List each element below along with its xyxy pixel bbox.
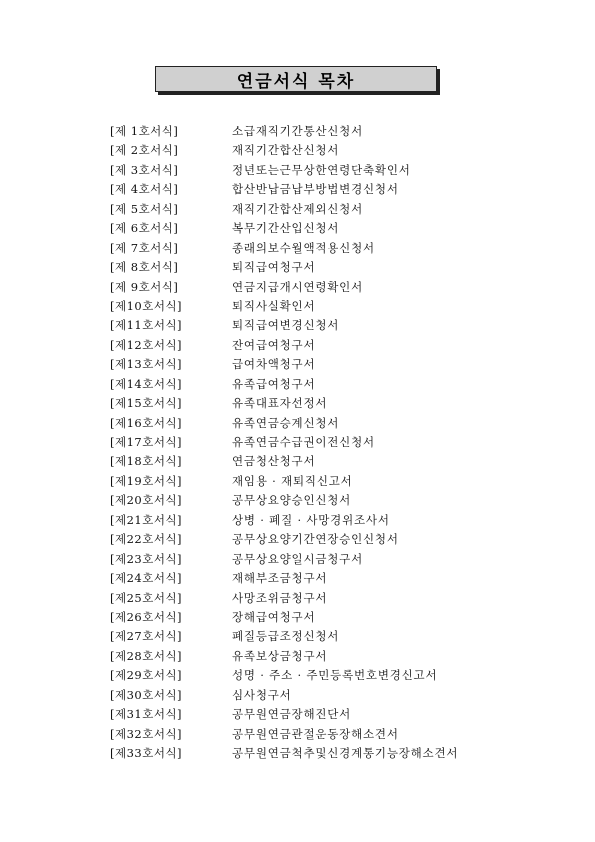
form-code: [제19호서식]	[110, 473, 183, 488]
form-code: [제11호서식]	[110, 318, 183, 333]
form-code: [제26호서식]	[110, 609, 183, 624]
form-title: 재임용 · 재퇴직신고서	[232, 473, 353, 488]
form-code: [제 4호서식]	[110, 182, 179, 197]
form-code: [제27호서식]	[110, 629, 183, 644]
toc-row	[110, 627, 530, 646]
form-title: 재직기간합산제외신청서	[232, 201, 363, 216]
form-title: 합산반납금납부방법변경신청서	[232, 182, 399, 197]
form-code: [제33호서식]	[110, 746, 183, 760]
form-title: 소급재직기간통산신청서	[232, 124, 363, 138]
form-title: 퇴직사실확인서	[232, 298, 316, 313]
toc-row	[110, 569, 530, 588]
form-code: [제 9호서식]	[110, 279, 179, 294]
form-title: 공무원연금관절운동장해소견서	[232, 726, 399, 741]
form-title: 연금지급개시연령확인서	[232, 279, 363, 294]
toc-row	[110, 530, 530, 549]
form-title: 유족급여청구서	[232, 376, 316, 391]
toc-row	[110, 472, 530, 491]
form-title: 공무원연금척추및신경계통기능장해소견서	[232, 746, 459, 760]
form-code: [제12호서식]	[110, 337, 183, 352]
form-title: 잔여급여청구서	[232, 337, 316, 352]
form-code: [제30호서식]	[110, 687, 183, 702]
form-title: 공무상요양일시금청구서	[232, 551, 363, 566]
toc-row	[110, 278, 530, 297]
form-title: 유족연금수급권이전신청서	[232, 435, 375, 449]
toc-row	[110, 258, 530, 277]
table-of-contents	[110, 122, 530, 763]
form-code: [제24호서식]	[110, 571, 183, 586]
toc-row	[110, 608, 530, 627]
toc-row	[110, 297, 530, 316]
form-code: [제14호서식]	[110, 376, 183, 391]
toc-row	[110, 589, 530, 608]
toc-row	[110, 355, 530, 374]
toc-row	[110, 141, 530, 160]
form-code: [제 3호서식]	[110, 162, 179, 177]
toc-row	[110, 200, 530, 219]
form-code: [제13호서식]	[110, 357, 183, 372]
form-title: 사망조위금청구서	[232, 590, 328, 605]
form-title: 심사청구서	[232, 687, 292, 702]
form-code: [제 6호서식]	[110, 221, 179, 236]
form-code: [제22호서식]	[110, 532, 183, 547]
form-title: 급여차액청구서	[232, 357, 316, 372]
form-title: 유족보상금청구서	[232, 648, 328, 663]
form-title: 종래의보수월액적용신청서	[232, 240, 375, 255]
form-title: 정년또는근무상한연령단축확인서	[232, 162, 411, 177]
title-box	[155, 66, 437, 92]
form-code: [제31호서식]	[110, 707, 183, 722]
form-title: 장해급여청구서	[232, 609, 316, 624]
form-title: 공무상요양승인신청서	[232, 493, 352, 508]
form-title: 성명 · 주소 · 주민등록번호변경신고서	[232, 668, 438, 683]
toc-row	[110, 394, 530, 413]
toc-row	[110, 666, 530, 685]
form-code: [제20호서식]	[110, 493, 183, 508]
form-title: 폐질등급조정신청서	[232, 629, 340, 644]
toc-row	[110, 744, 530, 763]
toc-row	[110, 647, 530, 666]
form-code: [제 7호서식]	[110, 240, 179, 255]
toc-row	[110, 122, 530, 141]
page-title: 연금서식 목차	[236, 71, 356, 92]
toc-row	[110, 219, 530, 238]
form-code: [제18호서식]	[110, 454, 183, 469]
form-code: [제32호서식]	[110, 726, 183, 741]
toc-row	[110, 336, 530, 355]
toc-row	[110, 686, 530, 705]
form-code: [제21호서식]	[110, 512, 183, 527]
form-title: 퇴직급여변경신청서	[232, 318, 340, 333]
form-code: [제23호서식]	[110, 551, 183, 566]
form-title: 유족대표자선정서	[232, 396, 328, 411]
form-title: 공무원연금장해진단서	[232, 707, 352, 722]
form-code: [제10호서식]	[110, 298, 183, 313]
form-title: 공무상요양기간연장승인신청서	[232, 532, 399, 547]
form-code: [제 1호서식]	[110, 124, 179, 138]
toc-row	[110, 491, 530, 510]
form-title: 복무기간산입신청서	[232, 221, 340, 236]
form-code: [제28호서식]	[110, 648, 183, 663]
form-title: 연금청산청구서	[232, 454, 316, 469]
form-code: [제16호서식]	[110, 415, 183, 430]
toc-row	[110, 316, 530, 335]
form-code: [제 2호서식]	[110, 143, 179, 158]
toc-row	[110, 452, 530, 471]
form-code: [제 5호서식]	[110, 201, 179, 216]
form-title: 유족연금승계신청서	[232, 415, 340, 430]
form-code: [제25호서식]	[110, 590, 183, 605]
toc-row	[110, 375, 530, 394]
toc-row	[110, 161, 530, 180]
form-code: [제 8호서식]	[110, 260, 179, 275]
form-code: [제29호서식]	[110, 668, 183, 683]
toc-row	[110, 725, 530, 744]
form-title: 재직기간합산신청서	[232, 143, 340, 158]
toc-row	[110, 180, 530, 199]
form-code: [제15호서식]	[110, 396, 183, 411]
form-title: 상병 · 폐질 · 사망경위조사서	[232, 512, 390, 527]
toc-row	[110, 511, 530, 530]
toc-row	[110, 550, 530, 569]
toc-row	[110, 239, 530, 258]
form-code: [제17호서식]	[110, 435, 183, 449]
form-title: 퇴직급여청구서	[232, 260, 316, 275]
toc-row	[110, 433, 530, 452]
toc-row	[110, 705, 530, 724]
toc-row	[110, 414, 530, 433]
form-title: 재해부조금청구서	[232, 571, 328, 586]
